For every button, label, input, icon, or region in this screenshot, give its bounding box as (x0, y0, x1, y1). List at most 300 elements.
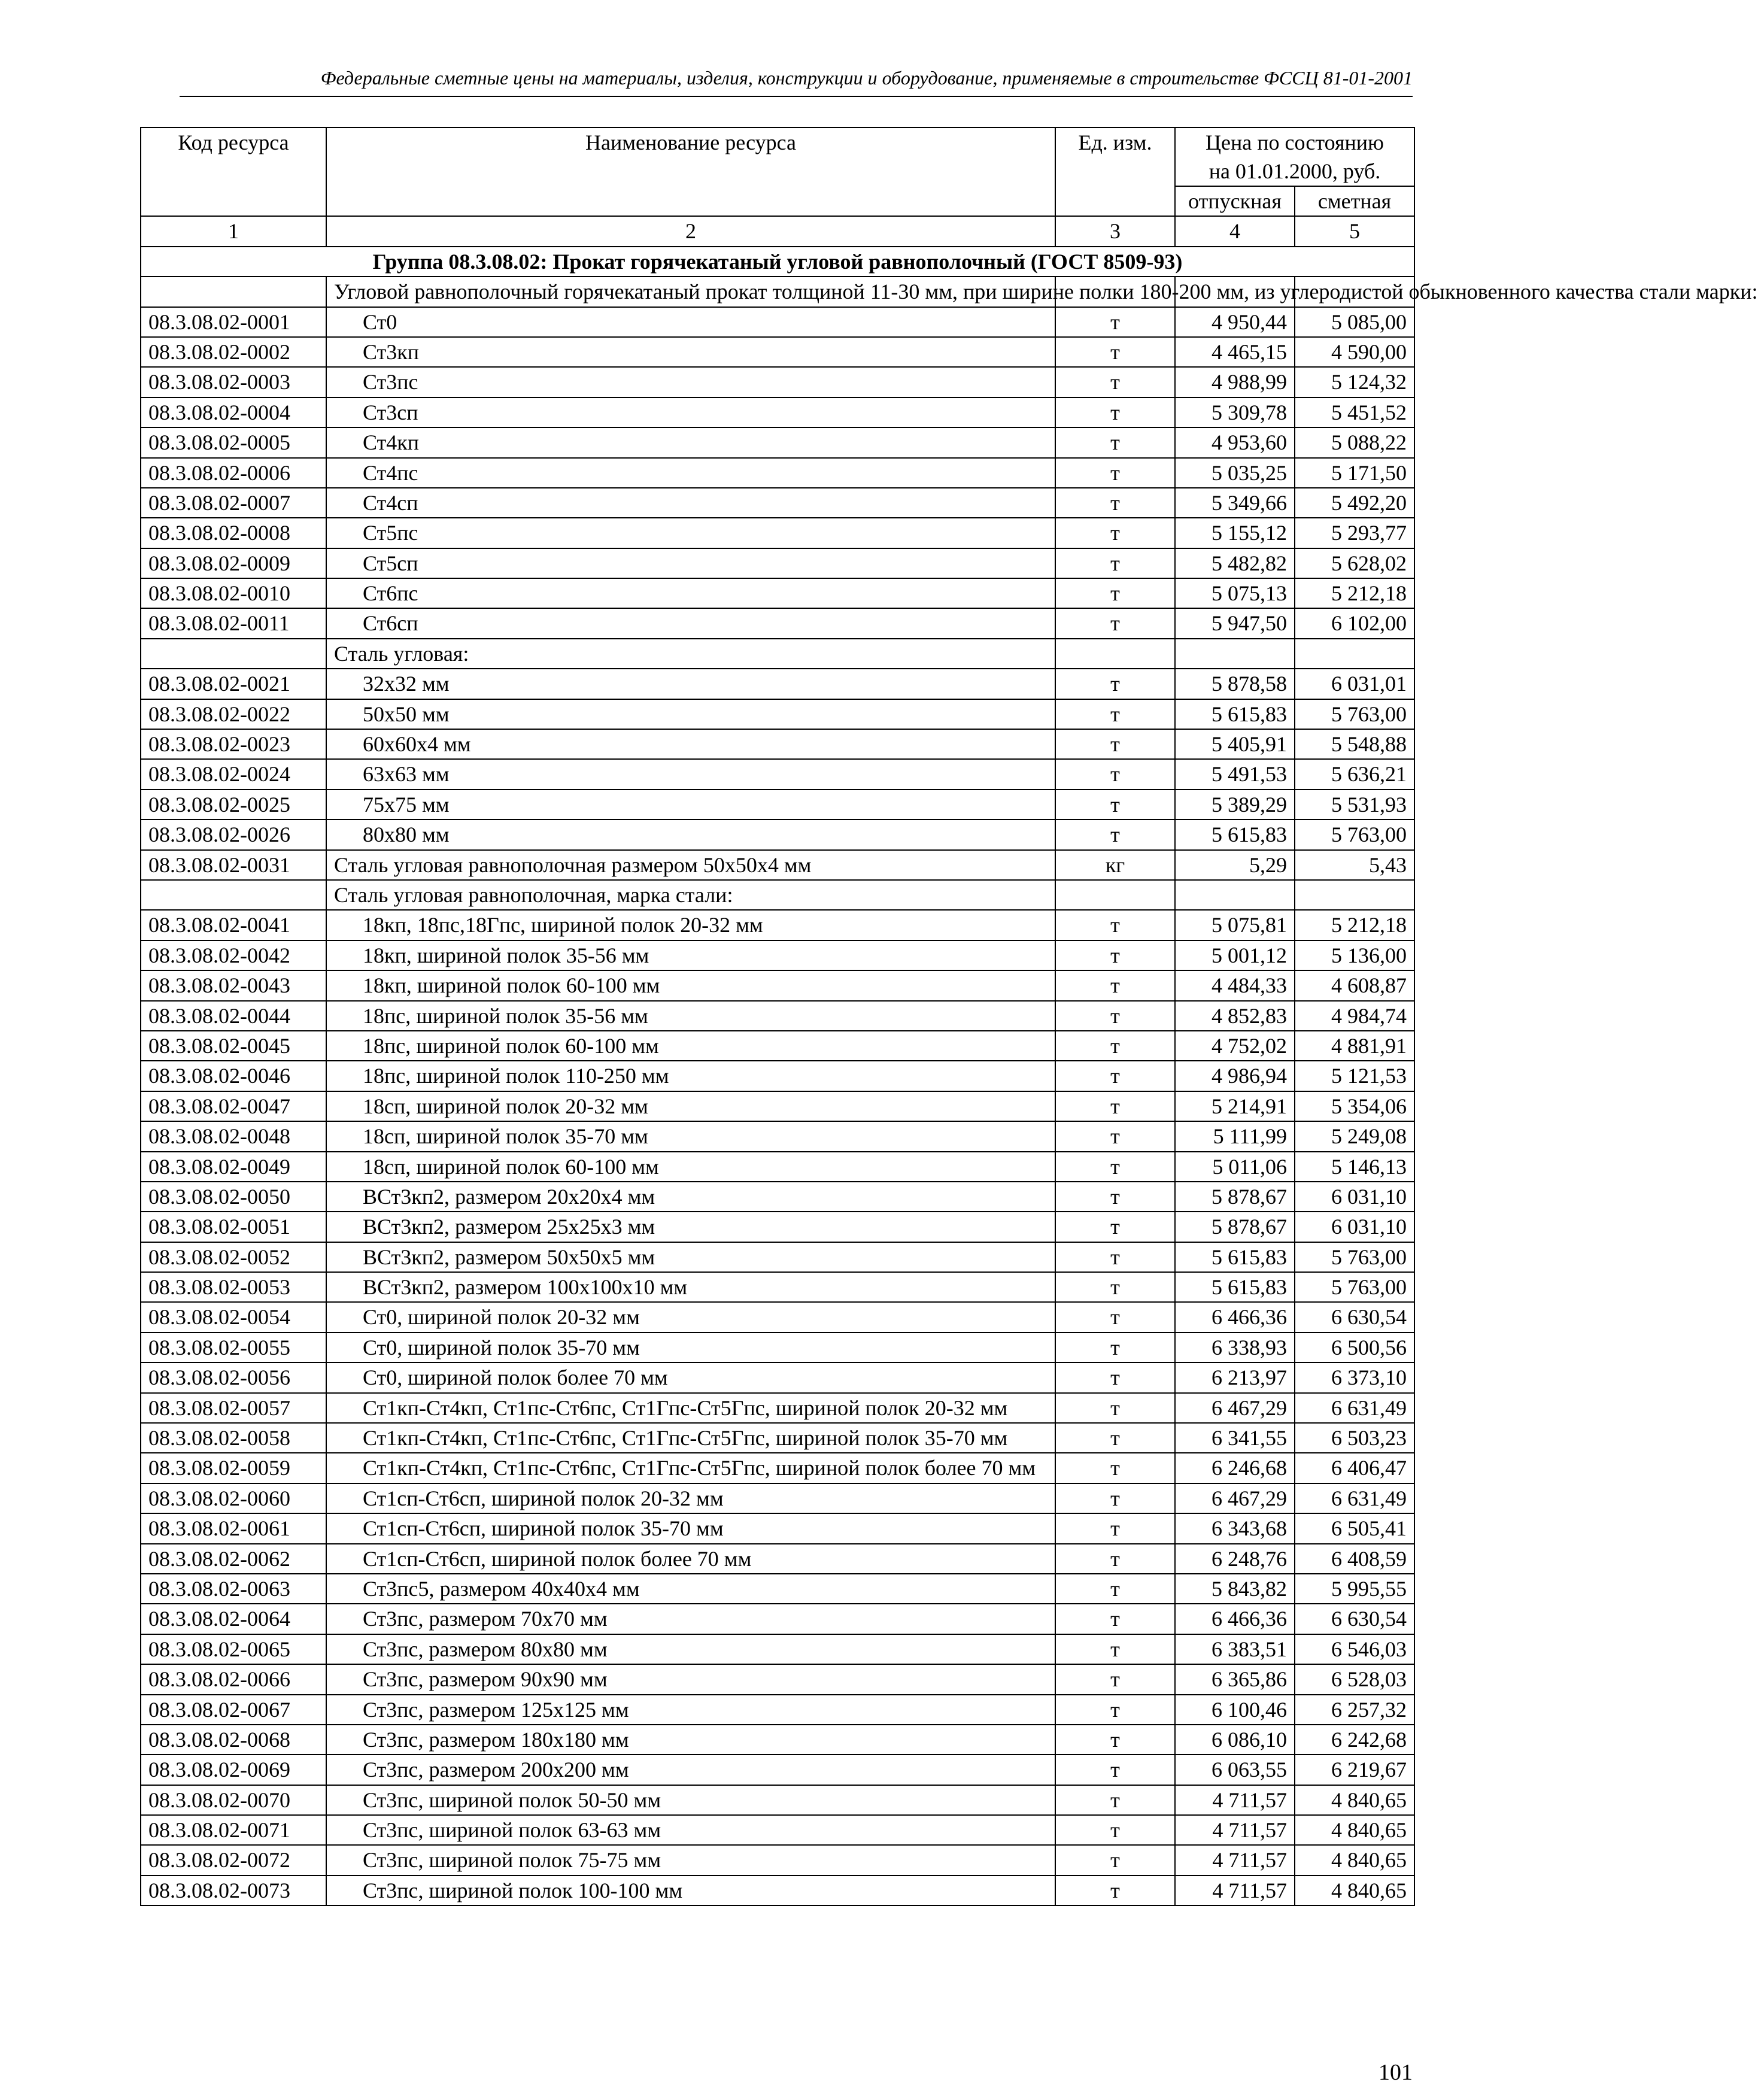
resource-name: Ст6сп (326, 608, 1055, 638)
resource-unit: т (1055, 1001, 1175, 1031)
resource-unit: т (1055, 458, 1175, 488)
resource-code: 08.3.08.02-0047 (141, 1091, 326, 1121)
release-price: 4 465,15 (1175, 337, 1295, 367)
estimate-price: 6 373,10 (1295, 1362, 1414, 1392)
header-estimate: сметная (1295, 186, 1414, 216)
group-title-row (141, 247, 1414, 277)
table-row (141, 1483, 1414, 1513)
estimate-price: 6 630,54 (1295, 1604, 1414, 1634)
resource-code: 08.3.08.02-0064 (141, 1604, 326, 1634)
code-cell (141, 880, 326, 910)
resource-unit: т (1055, 729, 1175, 759)
resource-code: 08.3.08.02-0024 (141, 759, 326, 789)
estimate-price: 5 763,00 (1295, 1242, 1414, 1272)
table-row (141, 1544, 1414, 1574)
resource-unit: т (1055, 699, 1175, 729)
resource-name: Ст3пс, шириной полок 75-75 мм (326, 1845, 1055, 1875)
resource-unit: т (1055, 1393, 1175, 1423)
resource-unit: т (1055, 1152, 1175, 1182)
release-price: 6 246,68 (1175, 1453, 1295, 1483)
resource-unit: т (1055, 1121, 1175, 1151)
estimate-price: 6 242,68 (1295, 1725, 1414, 1755)
resource-code: 08.3.08.02-0026 (141, 820, 326, 849)
table-row (141, 397, 1414, 427)
resource-code: 08.3.08.02-0046 (141, 1061, 326, 1091)
estimate-price: 5 636,21 (1295, 759, 1414, 789)
release-price: 4 711,57 (1175, 1785, 1295, 1815)
resource-name: Ст3пс, шириной полок 63-63 мм (326, 1815, 1055, 1845)
resource-name: 18сп, шириной полок 20-32 мм (326, 1091, 1055, 1121)
col-index-3: 3 (1055, 216, 1175, 246)
resource-name: Ст1кп-Ст4кп, Ст1пс-Ст6пс, Ст1Гпс-Ст5Гпс, шириной полок 35-70 мм (326, 1423, 1055, 1453)
resource-name: ВСт3кп2, размером 100x100x10 мм (326, 1272, 1055, 1302)
resource-name: 50x50 мм (326, 699, 1055, 729)
resource-code: 08.3.08.02-0063 (141, 1574, 326, 1604)
resource-name: 18сп, шириной полок 35-70 мм (326, 1121, 1055, 1151)
header-row (141, 128, 1414, 186)
resource-name: 18пс, шириной полок 110-250 мм (326, 1061, 1055, 1091)
table-row (141, 488, 1414, 518)
table-row (141, 1725, 1414, 1755)
release-price: 5 349,66 (1175, 488, 1295, 518)
resource-unit: т (1055, 518, 1175, 548)
resource-code: 08.3.08.02-0067 (141, 1695, 326, 1725)
resource-code: 08.3.08.02-0031 (141, 850, 326, 880)
resource-unit: т (1055, 1031, 1175, 1061)
section-note: Сталь угловая равнополочная, марка стали: (326, 880, 1055, 910)
release-price: 4 986,94 (1175, 1061, 1295, 1091)
resource-code: 08.3.08.02-0054 (141, 1302, 326, 1332)
release-price: 6 213,97 (1175, 1362, 1295, 1392)
resource-name: 18пс, шириной полок 60-100 мм (326, 1031, 1055, 1061)
section-note-row (141, 880, 1414, 910)
resource-code: 08.3.08.02-0003 (141, 367, 326, 397)
table-row (141, 367, 1414, 397)
release-price: 4 950,44 (1175, 307, 1295, 337)
release-price: 5,29 (1175, 850, 1295, 880)
release-price: 4 852,83 (1175, 1001, 1295, 1031)
resource-code: 08.3.08.02-0009 (141, 548, 326, 578)
resource-unit: т (1055, 1091, 1175, 1121)
resource-unit: т (1055, 1453, 1175, 1483)
table-row (141, 1212, 1414, 1242)
resource-code: 08.3.08.02-0001 (141, 307, 326, 337)
column-index-row (141, 216, 1414, 246)
resource-code: 08.3.08.02-0056 (141, 1362, 326, 1392)
estimate-price: 5 995,55 (1295, 1574, 1414, 1604)
resource-name: Ст3пс, размером 80x80 мм (326, 1634, 1055, 1664)
resource-unit: т (1055, 1755, 1175, 1785)
table-row (141, 1574, 1414, 1604)
resource-code: 08.3.08.02-0042 (141, 940, 326, 970)
page-number: 101 (1379, 2060, 1413, 2085)
resource-name: Сталь угловая равнополочная размером 50x50x4 мм (326, 850, 1055, 880)
resource-code: 08.3.08.02-0011 (141, 608, 326, 638)
estimate-price: 6 257,32 (1295, 1695, 1414, 1725)
resource-code: 08.3.08.02-0071 (141, 1815, 326, 1845)
estimate-price-cell (1295, 639, 1414, 669)
table-row (141, 1604, 1414, 1634)
group-title: Группа 08.3.08.02: Прокат горячекатаный угловой равнополочный (ГОСТ 8509-93) (141, 247, 1414, 277)
estimate-price: 6 406,47 (1295, 1453, 1414, 1483)
table-row (141, 1815, 1414, 1845)
table-row (141, 1272, 1414, 1302)
running-header: Федеральные сметные цены на материалы, изделия, конструкции и оборудование, применяемые в строительстве ФССЦ 81-01-2001 (320, 67, 1413, 89)
header-unit: Ед. изм. (1055, 128, 1175, 216)
table-row (141, 820, 1414, 849)
release-price: 5 075,81 (1175, 910, 1295, 940)
release-price: 6 338,93 (1175, 1333, 1295, 1362)
resource-unit: т (1055, 1242, 1175, 1272)
resource-unit: т (1055, 1061, 1175, 1091)
resource-code: 08.3.08.02-0041 (141, 910, 326, 940)
resource-unit: т (1055, 1212, 1175, 1242)
resource-name: Ст4пс (326, 458, 1055, 488)
release-price: 4 752,02 (1175, 1031, 1295, 1061)
resource-name: Ст4сп (326, 488, 1055, 518)
release-price: 5 001,12 (1175, 940, 1295, 970)
resource-code: 08.3.08.02-0066 (141, 1664, 326, 1694)
estimate-price: 4 984,74 (1295, 1001, 1414, 1031)
table-row (141, 970, 1414, 1000)
release-price: 4 484,33 (1175, 970, 1295, 1000)
table-row (141, 850, 1414, 880)
resource-name: Ст3пс, размером 70x70 мм (326, 1604, 1055, 1634)
release-price: 6 341,55 (1175, 1423, 1295, 1453)
table-row (141, 1634, 1414, 1664)
estimate-price: 5 085,00 (1295, 307, 1414, 337)
table-row (141, 1242, 1414, 1272)
resource-unit: т (1055, 1695, 1175, 1725)
table-row (141, 1755, 1414, 1785)
resource-unit: т (1055, 910, 1175, 940)
estimate-price-cell (1295, 880, 1414, 910)
resource-name: Ст3пс, размером 180x180 мм (326, 1725, 1055, 1755)
resource-name: Ст6пс (326, 578, 1055, 608)
table-row (141, 1785, 1414, 1815)
release-price: 5 111,99 (1175, 1121, 1295, 1151)
estimate-price: 5 124,32 (1295, 367, 1414, 397)
section-note: Сталь угловая: (326, 639, 1055, 669)
estimate-price: 5,43 (1295, 850, 1414, 880)
resource-code: 08.3.08.02-0007 (141, 488, 326, 518)
resource-unit: т (1055, 307, 1175, 337)
resource-code: 08.3.08.02-0069 (141, 1755, 326, 1785)
release-price: 4 711,57 (1175, 1845, 1295, 1875)
resource-unit: т (1055, 790, 1175, 820)
resource-code: 08.3.08.02-0021 (141, 669, 326, 699)
estimate-price: 5 451,52 (1295, 397, 1414, 427)
resource-name: 18пс, шириной полок 35-56 мм (326, 1001, 1055, 1031)
table-row (141, 1695, 1414, 1725)
resource-unit: т (1055, 1785, 1175, 1815)
resource-code: 08.3.08.02-0049 (141, 1152, 326, 1182)
release-price: 6 466,36 (1175, 1604, 1295, 1634)
table-row (141, 1091, 1414, 1121)
resource-name: Ст1кп-Ст4кп, Ст1пс-Ст6пс, Ст1Гпс-Ст5Гпс, шириной полок более 70 мм (326, 1453, 1055, 1483)
estimate-price: 6 031,10 (1295, 1212, 1414, 1242)
resource-name: ВСт3кп2, размером 25x25x3 мм (326, 1212, 1055, 1242)
resource-unit: кг (1055, 850, 1175, 880)
resource-code: 08.3.08.02-0052 (141, 1242, 326, 1272)
estimate-price: 6 505,41 (1295, 1513, 1414, 1543)
resource-name: Ст1кп-Ст4кп, Ст1пс-Ст6пс, Ст1Гпс-Ст5Гпс, шириной полок 20-32 мм (326, 1393, 1055, 1423)
estimate-price: 5 628,02 (1295, 548, 1414, 578)
resource-code: 08.3.08.02-0070 (141, 1785, 326, 1815)
resource-code: 08.3.08.02-0059 (141, 1453, 326, 1483)
resource-code: 08.3.08.02-0044 (141, 1001, 326, 1031)
estimate-price: 6 546,03 (1295, 1634, 1414, 1664)
resource-name: Ст3пс, шириной полок 100-100 мм (326, 1876, 1055, 1905)
estimate-price: 6 528,03 (1295, 1664, 1414, 1694)
resource-unit: т (1055, 669, 1175, 699)
estimate-price: 5 492,20 (1295, 488, 1414, 518)
estimate-price: 5 171,50 (1295, 458, 1414, 488)
table-row (141, 518, 1414, 548)
estimate-price: 5 763,00 (1295, 699, 1414, 729)
estimate-price: 6 500,56 (1295, 1333, 1414, 1362)
release-price: 6 365,86 (1175, 1664, 1295, 1694)
release-price: 6 100,46 (1175, 1695, 1295, 1725)
release-price: 6 343,68 (1175, 1513, 1295, 1543)
section-note-row (141, 639, 1414, 669)
table-row (141, 790, 1414, 820)
resource-unit: т (1055, 820, 1175, 849)
estimate-price: 6 031,01 (1295, 669, 1414, 699)
release-price: 5 491,53 (1175, 759, 1295, 789)
header-name: Наименование ресурса (326, 128, 1055, 216)
release-price: 6 383,51 (1175, 1634, 1295, 1664)
col-index-4: 4 (1175, 216, 1295, 246)
resource-unit: т (1055, 1423, 1175, 1453)
resource-unit: т (1055, 578, 1175, 608)
release-price: 5 309,78 (1175, 397, 1295, 427)
resource-code: 08.3.08.02-0006 (141, 458, 326, 488)
table-row (141, 910, 1414, 940)
resource-name: Ст1сп-Ст6сп, шириной полок более 70 мм (326, 1544, 1055, 1574)
resource-name: Ст3сп (326, 397, 1055, 427)
table-row (141, 578, 1414, 608)
estimate-price: 6 503,23 (1295, 1423, 1414, 1453)
estimate-price: 5 146,13 (1295, 1152, 1414, 1182)
resource-code: 08.3.08.02-0023 (141, 729, 326, 759)
resource-unit: т (1055, 1574, 1175, 1604)
estimate-price: 4 840,65 (1295, 1785, 1414, 1815)
resource-code: 08.3.08.02-0073 (141, 1876, 326, 1905)
resource-unit: т (1055, 1483, 1175, 1513)
resource-name: Ст3пс5, размером 40x40x4 мм (326, 1574, 1055, 1604)
estimate-price: 5 354,06 (1295, 1091, 1414, 1121)
section-note: Угловой равнополочный горячекатаный прокат толщиной 11-30 мм, при ширине полки 180-200 мм, из углеродистой обыкновенного качества стали марки: (326, 277, 1055, 306)
estimate-price: 5 212,18 (1295, 578, 1414, 608)
estimate-price: 6 630,54 (1295, 1302, 1414, 1332)
resource-code: 08.3.08.02-0053 (141, 1272, 326, 1302)
resource-unit: т (1055, 759, 1175, 789)
release-price: 5 389,29 (1175, 790, 1295, 820)
table-row (141, 699, 1414, 729)
resource-code: 08.3.08.02-0062 (141, 1544, 326, 1574)
resource-code: 08.3.08.02-0043 (141, 970, 326, 1000)
resource-unit: т (1055, 367, 1175, 397)
table-row (141, 669, 1414, 699)
table-row (141, 427, 1414, 457)
resource-code: 08.3.08.02-0058 (141, 1423, 326, 1453)
resource-name: Ст3пс, размером 200x200 мм (326, 1755, 1055, 1785)
release-price: 6 063,55 (1175, 1755, 1295, 1785)
resource-unit: т (1055, 1604, 1175, 1634)
table-row (141, 1182, 1414, 1212)
estimate-price: 5 212,18 (1295, 910, 1414, 940)
resource-unit: т (1055, 1513, 1175, 1543)
section-note-row (141, 277, 1414, 306)
table-row (141, 307, 1414, 337)
table-row (141, 608, 1414, 638)
resource-code: 08.3.08.02-0060 (141, 1483, 326, 1513)
resource-name: Ст5пс (326, 518, 1055, 548)
resource-unit: т (1055, 397, 1175, 427)
resource-code: 08.3.08.02-0068 (141, 1725, 326, 1755)
estimate-price: 6 219,67 (1295, 1755, 1414, 1785)
estimate-price: 6 631,49 (1295, 1393, 1414, 1423)
resource-code: 08.3.08.02-0057 (141, 1393, 326, 1423)
resource-unit: т (1055, 1362, 1175, 1392)
header-code: Код ресурса (141, 128, 326, 216)
release-price: 5 482,82 (1175, 548, 1295, 578)
resource-unit: т (1055, 1333, 1175, 1362)
resource-name: Ст0, шириной полок более 70 мм (326, 1362, 1055, 1392)
resource-name: 18кп, 18пс,18Гпс, шириной полок 20-32 мм (326, 910, 1055, 940)
resource-code: 08.3.08.02-0025 (141, 790, 326, 820)
table-row (141, 1423, 1414, 1453)
header-rule (180, 96, 1413, 97)
table-row (141, 337, 1414, 367)
resource-unit: т (1055, 427, 1175, 457)
release-price: 5 878,58 (1175, 669, 1295, 699)
release-price: 5 615,83 (1175, 1242, 1295, 1272)
resource-name: Ст5сп (326, 548, 1055, 578)
resource-name: Ст1сп-Ст6сп, шириной полок 35-70 мм (326, 1513, 1055, 1543)
resource-unit: т (1055, 1182, 1175, 1212)
resource-name: Ст0 (326, 307, 1055, 337)
estimate-price: 5 293,77 (1295, 518, 1414, 548)
resource-unit: т (1055, 337, 1175, 367)
estimate-price: 4 608,87 (1295, 970, 1414, 1000)
resource-code: 08.3.08.02-0065 (141, 1634, 326, 1664)
resource-unit: т (1055, 608, 1175, 638)
estimate-price: 4 840,65 (1295, 1845, 1414, 1875)
estimate-price: 6 102,00 (1295, 608, 1414, 638)
release-price: 5 615,83 (1175, 1272, 1295, 1302)
resource-unit: т (1055, 1725, 1175, 1755)
estimate-price: 5 531,93 (1295, 790, 1414, 820)
table-row (141, 1152, 1414, 1182)
resource-name: ВСт3кп2, размером 50x50x5 мм (326, 1242, 1055, 1272)
estimate-price: 5 249,08 (1295, 1121, 1414, 1151)
release-price: 5 843,82 (1175, 1574, 1295, 1604)
release-price: 5 615,83 (1175, 699, 1295, 729)
price-table (140, 127, 1758, 1906)
col-index-5: 5 (1295, 216, 1414, 246)
release-price: 5 075,13 (1175, 578, 1295, 608)
code-cell (141, 277, 326, 306)
release-price: 5 035,25 (1175, 458, 1295, 488)
release-price: 5 214,91 (1175, 1091, 1295, 1121)
resource-name: 60x60x4 мм (326, 729, 1055, 759)
table-row (141, 1393, 1414, 1423)
resource-code: 08.3.08.02-0051 (141, 1212, 326, 1242)
resource-name: Ст0, шириной полок 20-32 мм (326, 1302, 1055, 1332)
resource-unit: т (1055, 548, 1175, 578)
release-price: 5 947,50 (1175, 608, 1295, 638)
table-row (141, 1302, 1414, 1332)
resource-name: 63x63 мм (326, 759, 1055, 789)
resource-name: 18сп, шириной полок 60-100 мм (326, 1152, 1055, 1182)
code-cell (141, 639, 326, 669)
resource-name: 75x75 мм (326, 790, 1055, 820)
table-row (141, 1876, 1414, 1905)
table-row (141, 1845, 1414, 1875)
table-row (141, 729, 1414, 759)
resource-name: Ст1сп-Ст6сп, шириной полок 20-32 мм (326, 1483, 1055, 1513)
resource-code: 08.3.08.02-0045 (141, 1031, 326, 1061)
release-price: 5 011,06 (1175, 1152, 1295, 1182)
table-body (141, 128, 1758, 1905)
table-row (141, 458, 1414, 488)
col-index-1: 1 (141, 216, 326, 246)
resource-name: Ст3пс, размером 90x90 мм (326, 1664, 1055, 1694)
release-price: 6 086,10 (1175, 1725, 1295, 1755)
table-row (141, 1362, 1414, 1392)
header-price-title: Цена по состоянию на 01.01.2000, руб. (1175, 128, 1414, 186)
release-price: 5 878,67 (1175, 1212, 1295, 1242)
header-release: отпускная (1175, 186, 1295, 216)
estimate-price: 5 136,00 (1295, 940, 1414, 970)
unit-cell (1055, 639, 1175, 669)
resource-code: 08.3.08.02-0061 (141, 1513, 326, 1543)
release-price: 5 878,67 (1175, 1182, 1295, 1212)
table-row (141, 1513, 1414, 1543)
release-price: 6 466,36 (1175, 1302, 1295, 1332)
resource-code: 08.3.08.02-0004 (141, 397, 326, 427)
table-row (141, 1664, 1414, 1694)
release-price: 6 248,76 (1175, 1544, 1295, 1574)
resource-code: 08.3.08.02-0022 (141, 699, 326, 729)
resource-name: Ст4кп (326, 427, 1055, 457)
release-price-cell (1175, 880, 1295, 910)
estimate-price: 4 840,65 (1295, 1876, 1414, 1905)
resource-unit: т (1055, 1634, 1175, 1664)
table-row (141, 759, 1414, 789)
resource-name: Ст3кп (326, 337, 1055, 367)
estimate-price: 5 763,00 (1295, 820, 1414, 849)
table-row (141, 1453, 1414, 1483)
release-price-cell (1175, 639, 1295, 669)
resource-name: ВСт3кп2, размером 20x20x4 мм (326, 1182, 1055, 1212)
table-row (141, 940, 1414, 970)
estimate-price: 5 121,53 (1295, 1061, 1414, 1091)
release-price: 6 467,29 (1175, 1393, 1295, 1423)
resource-code: 08.3.08.02-0005 (141, 427, 326, 457)
table-row (141, 1121, 1414, 1151)
table-row (141, 1061, 1414, 1091)
resource-unit: т (1055, 1845, 1175, 1875)
table-row (141, 1001, 1414, 1031)
resource-name: Ст3пс, шириной полок 50-50 мм (326, 1785, 1055, 1815)
resource-unit: т (1055, 1544, 1175, 1574)
estimate-price: 5 763,00 (1295, 1272, 1414, 1302)
resource-name: 32x32 мм (326, 669, 1055, 699)
release-price: 4 711,57 (1175, 1876, 1295, 1905)
